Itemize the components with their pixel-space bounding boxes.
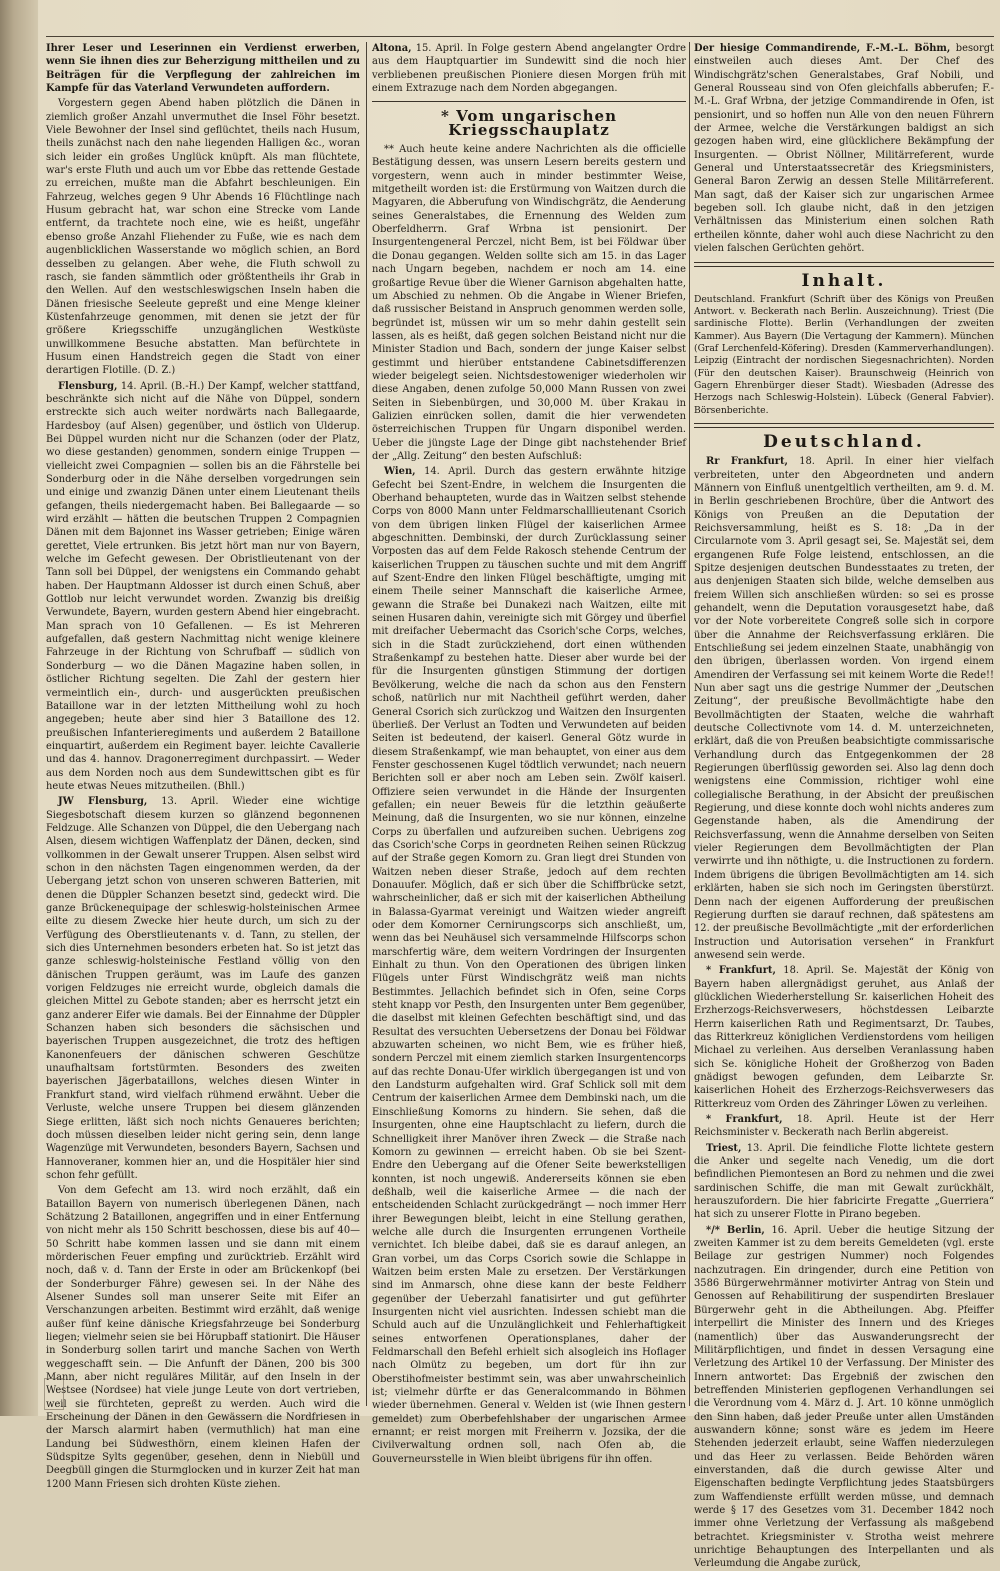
separator-double-rule	[694, 262, 994, 267]
dateline: Der hiesige Commandirende, F.-M.-L. Böhm,	[694, 43, 951, 54]
column-3	[694, 42, 995, 1570]
column-divider-1	[366, 42, 367, 1406]
appeal-paragraph: Ihrer Leser und Leserinnen ein Verdienst erwerben, wenn Sie ihnen dies zur Beherzigung mittheilen und zu Beiträgen für die Verpflegung der zahlreichen im Kampfe für das Vaterland Verwundeten auffordern.	[46, 43, 360, 95]
article-text: 13. April. Wieder eine wichtige Siegesbotschaft diesem kurzen so glänzend begonnenen Feldzuge. Alle Schanzen von Düppel, die den Uebergang nach Alsen, diesem wichtigen Waffenplatz der Dänen, decken, sind vollkommen in der Gewalt unserer Truppen. Alsen selbst wird schon in den nächsten Tagen eingenommen werden, da der Uebergang jetzt schon von unseren schweren Batterien, mit denen die Düppler Schanzen besetzt sind, gedeckt wird. Die ganze Brückenequipage der schleswig-holsteinischen Armee eilte zu diesem Zwecke hier heute durch, um sich zu der Verfügung des Oberstlieutenants v. d. Tann, zu stellen, der sich dies Unternehmen besonders erbeten hat. So ist jetzt das ganze schleswig-holsteinische Festland völlig von den dänischen Truppen geräumt, was im Laufe des ganzen vorigen Feldzuges nie erreicht wurde, obgleich damals die gleichen Mittel zu Gebote standen; aber es herrscht jetzt ein ganz anderer Eifer wie damals. Bei der Einnahme der Düppler Schanzen haben sich besonders die sächsischen und bayerischen Truppen ausgezeichnet, die trotz des heftigen Kanonenfeuers der dänischen schweren Geschütze unaufhaltsam fortstürmten. Besonders des zweiten bayerischen Jägerbataillons, welches diesen Winter in Frankfurt stand, wird vielfach rühmend erwähnt. Ueber die Verluste, welche unsere Truppen bei diesem glänzenden Siege erlitten, läßt sich noch nichts Genaueres berichten; doch müssen dieselben leider nicht gering sein, denn lange Wagenzüge mit Verwundeten, besonders Bayern, Sachsen und Hannoveraner, kommen hier an, und die Hospitäler hier sind schon fehr gefüllt.	[46, 796, 360, 1181]
article-text: 13. April. Die feindliche Flotte lichtete gestern die Anker und segelte nach Venedig, um die dort befindlichen Piemontesen an Bord zu nehmen und die zwei sardinischen Schiffe, die man mit Gewalt zurückhält, herauszufordern. Die hier fabricirte Fregatte „Guerriera“ hat sich zu unserer Flotte in Pirano begeben.	[694, 1142, 995, 1221]
dateline: Flensburg,	[58, 380, 118, 392]
dateline-paragraph	[694, 1113, 994, 1140]
dateline: * Frankfurt,	[706, 965, 776, 977]
dateline: Wien,	[384, 466, 416, 478]
article-text: 15. April. In Folge gestern Abend angelangter Ordre aus dem Hauptquartier im Sundewitt sind die noch hier verbliebenen preußischen Pioniere diesen Morgen früh mit einem Extrazuge nach dem Norden abgegangen.	[372, 43, 686, 95]
dateline-paragraph	[46, 795, 360, 1182]
article-paragraph: Von dem Gefecht am 13. wird noch erzählt, daß ein Bataillon Bayern von numerisch überlegenen Dänen, nach Schätzung 2 Bataillonen, angegriffen und in einer Entfernung von nicht mehr als 150 Schritt beschossen, diese bis auf 40—50 Schritt habe kommen lassen und sie dann mit einem mörderischen Feuer empfing und zurücktrieb. Erzählt wird noch, daß v. d. Tann der Erste in oder am Brückenkopf (bei der Sonderburger Fähre) gewesen sei. In der Nähe des Alsener Sundes soll man unserer Seite mit Eifer an Verschanzungen arbeiten. Bestimmt wird erzählt, daß wenige außer fünf keine dänische Kriegsfahrzeuge bei Sonderburg liegen; vielmehr seien sie bei Hörupbaff stationirt. Die Häuser in Sonderburg sollen tarirt und manche Sachen von Werth weggeschafft sein. — Die Anfunft der Dänen, 200 bis 300 Mann, aber nicht reguläres Militär, auf den Inseln in der Westsee (Nordsee) hat viele junge Leute von dort vertrieben, weil sie fürchteten, gepreßt zu werden. Auch wird die Erscheinung der Dänen in den Gewässern die Nordfriesen in der Marsch alarmirt haben (vermuthlich) hat man eine Landung bei Südwesthörn, einem kleinen Hafen der Südspitze Sylts gegenüber, gesehen, denn in Niebüll und Deegbüll gingen die Sturmglocken und in kurzer Zeit hat man 1200 Mann Friesen sich drohten Küste ziehen.	[46, 1185, 360, 1490]
top-rule	[46, 36, 994, 37]
dateline: JW Flensburg,	[58, 796, 148, 808]
dateline-paragraph	[694, 964, 994, 1111]
dateline-paragraph	[46, 380, 360, 794]
dateline-paragraph	[372, 42, 686, 95]
dateline: Triest,	[706, 1142, 742, 1154]
dateline-paragraph	[694, 455, 994, 962]
dateline-paragraph	[694, 1224, 994, 1571]
column-2	[372, 42, 686, 1465]
column-divider-2	[689, 42, 690, 1406]
article-paragraph: Vorgestern gegen Abend haben plötzlich die Dänen in ziemlich großer Anzahl unvermuthet die Insel Föhr besetzt. Viele Bewohner der Insel sind geflüchtet, theils nach Husum, theils zunächst nach den nahe liegenden Halligen &c., woran sich leider ein großes Unglück knüpft. Als man flüchtete, war's erste Fluth und auch um vor Ebbe das rettende Gestade zu erreichen, mußte man die Abfahrt beschleunigen. Ein Fahrzeug, welches gegen 9 Uhr Abends 16 Flüchtlinge nach Husum gebracht hat, war schon eine Strecke vom Lande entfernt, da trachtete noch eine, wie es heißt, ungefähr ebenso große Anzahl Fliehender zu Fuße, wie es nach dem augenblicklichen Wasserstande wo möglich schien, an Bord desselben zu gelangen. Aber wehe, die Fluth schwoll zu rasch, sie fanden sämmtlich oder größtentheils ihr Grab in den Wellen. Auf den westschleswigschen Inseln haben die Dänen friesische Seeleute gepreßt und eine Menge kleiner Küstenfahrzeuge genommen, mit denen sie jetzt der für größere Kriegsschiffe unzugänglichen Westküste unwillkommene Besuche abstatten. Man befürchtete in Husum einen Handstreich gegen die Stadt von einer derartigen Flotille. (D. Z.)	[46, 98, 360, 377]
article-text: besorgt einstweilen auch dieses Amt. Der Chef des Windischgrätz'schen Generalstabes, Graf Nobili, und General Rousseau sind von Ofen gleichfalls abberufen; F.-M.-L. Graf Wrbna, der jetzige Commandirende in Ofen, ist pensionirt, und so hoffen nun Alle von den neuen Führern der Armee, welche die Verstärkungen baldigst an sich gezogen haben wird, eine glücklichere Bekämpfung der Insurgenten. — Obrist Nöllner, Militärreferent, wurde General und Unterstaatssecretär des Kriegsministers, General Baron Zerwig an dessen Stelle Militärreferent. Man sagt, daß der Kaiser sich zur ungarischen Armee begeben soll. Ich glaube nicht, daß in den jetzigen Verhältnissen das Ministerium einen solchen Rath ertheilen könnte, daher wohl auch diese Nachricht zu den vielen falschen Gerüchten gehört.	[694, 43, 994, 255]
separator-double-rule	[694, 423, 994, 428]
article-text: 16. April. Ueber die heutige Sitzung der zweiten Kammer ist zu dem bereits Gemeldeten (vgl. erste Beilage zur gestrigen Nummer) noch Folgendes nachzutragen. Ein dringender, durch eine Petition von 3586 Bürgerwehrmänner motivirter Antrag von Stein und Genossen auf Rehabilitirung der suspendirten Breslauer Bürgerwehr geht in die Abtheilungen. Abg. Pfeiffer interpellirt die Minister des Innern und des Krieges (namentlich) über das Auswanderungsrecht der Militärpflichtigen, und findet in dessen Versagung eine Verletzung des Artikel 10 der Verfassung. Der Minister des Innern antwortet: Das Ergebniß der zwischen den betreffenden Ministerien gepflogenen Verhandlungen sei die Verordnung vom 4. März d. J. Art. 10 könne unmöglich den Sinn haben, daß jeder Preuße unter allen Umständen auswandern könne; sonst wäre es jedem im Heere Stehenden jederzeit erlaubt, seine Waffen niederzulegen und das Heer zu verlassen. Beide Behörden wären einverstanden, daß die durch gewisse Alter und Eigenschaften bedingte Verpflichtung jedes Staatsbürgers zum Waffendienste erfüllt werden müsse, und demnach werde § 17 des Gesetzes vom 31. December 1842 noch immer ohne Verletzung der Verfassung als maßgebend betrachtet. Kriegsminister v. Strotha weist mehrere unrichtige Behauptungen des Interpellanten und als Verleumdung die Angabe zurück,	[694, 1224, 995, 1570]
article-paragraph: ** Auch heute keine andere Nachrichten als die officielle Bestätigung dessen, was unsern Lesern bereits gestern und vorgestern, wenn auch in minder bestimmter Weise, mitgetheilt worden ist: die Erstürmung von Waitzen durch die Magyaren, die Abberufung von Windischgrätz, die Aenderung seines Generalstabes, die Ernennung des Welden zum Oberfeldherrn. Graf Wrbna ist pensionirt. Der Insurgentengeneral Perczel, nicht Bem, ist bei Földwar über die Donau gegangen. Welden sollte sich am 15. in das Lager nach Ungarn begeben, nachdem er noch am 14. eine großartige Revue über die Wiener Garnison abgehalten hatte, um Abschied zu nehmen. Ob die Angabe in Wiener Briefen, daß russischer Beistand in Anspruch genommen werden solle, begründet ist, müssen wir um so mehr dahin gestellt sein lassen, als es heißt, daß gegen solchen Beistand nicht nur die Minister Stadion und Bach, sondern der junge Kaiser selbst gestimmt und hierüber entstandene Cabinetsdifferenzen wieder beigelegt seien. Nichtsdestoweniger wiederholen wir diese Angaben, denen zufolge 50,000 Mann Russen von zwei Seiten in Siebenbürgen, und 30,000 M. über Krakau in Galizien einrücken sollen, damit die hier verwendeten österreichischen Truppen für Ungarn disponibel werden. Ueber die jüngste Lage der Dinge gibt nachstehender Brief der „Allg. Zeitung“ den besten Aufschluß:	[372, 144, 686, 462]
section-heading: * Vom ungarischen Kriegsschauplatz	[441, 107, 617, 139]
article-text: 18. April. Heute ist der Herr Reichsminister v. Beckerath nach Berlin abgereist.	[694, 1114, 994, 1139]
book-binding-edge	[0, 0, 38, 1416]
column-1	[46, 42, 360, 1490]
article-text: 18. April. Se. Majestät der König von Bayern haben allergnädigst geruhet, aus Anlaß der glücklichen Wiederherstellung Sr. kaiserlichen Hoheit des Erzherzogs-Reichsverwesers, höchstdessen Leibarzte Herrn kaiserlichen Rath und Regimentsarzt, Dr. Taubes, das Ritterkreuz königlichen Verdienstordens vom heiligen Michael zu verleihen. Aus derselben Veranlassung haben sich Se. königliche Hoheit der Großherzog von Baden gnädigst bewogen gefunden, dem Leibarzte Sr. kaiserlichen Hoheit des Erzherzogs-Reichsverwesers das Ritterkreuz vom Orden des Zähringer Löwen zu verleihen.	[694, 965, 994, 1110]
contents-heading: Inhalt.	[801, 270, 887, 291]
article-text: 14. April. (B.-H.) Der Kampf, welcher stattfand, beschränkte sich nicht auf die Nähe von Düppel, sondern erstreckte sich auch weiter nordwärts nach Ballegaarde, Hardesboy (auf Alsen) gegenüber, und östlich von Ulderup. Bei Düppel wurden nicht nur die Schanzen (oder der Platz, wo diese gestanden) genommen, sondern einige Truppen — vielleicht zwei Compagnien — sollen bis an die Fährstelle bei Sonderburg oder in die Nähe derselben vorgedrungen sein und einige und zwanzig Dänen unter einem Lieutenant theils gefangen, theils niedergemacht haben. Bei Ballegaarde — so wird erzählt — hätten die beutschen Truppen 2 Compagnien Dänen mit dem Bajonnet ins Wasser getrieben; Einige wären gerettet, Viele ertrunken. Bis jetzt hört man nur von Bayern, welche im Gefecht gewesen. Der Obristlieutenant von der Tann soll bei Düppel, der wenigstens ein Commando gehabt haben. Der Hauptmann Aldosser ist durch einen Schuß, aber Gottlob nur leicht verwundet worden. Zwanzig bis dreißig Verwundete, Bayern, wurden gestern Abend hier eingebracht. Man sprach von 10 Gefallenen. — Es ist Mehreren aufgefallen, daß gestern Nachmittag nicht wenige kleinere Fahrzeuge in der Richtung von Schrufbaff — südlich von Sonderburg — wo die Dänen Magazine haben sollen, in östlicher Richtung segelten. Die Zahl der gestern hier vermeintlich ein-, durch- und ausgerückten preußischen Bataillone war in der letzten Mittheilung wohl zu hoch angegeben; heute aber sind hier 3 Bataillone des 12. preußischen Infanterieregiments und außerdem 2 Bataillone einquartirt, außerdem ein Regiment bayer. leichte Cavallerie und das 4. hannov. Dragonerregiment durchpassirt. — Weder aus dem Norden noch aus dem Sundewittschen gibt es für heute etwas Neues mitzutheilen. (Bhll.)	[46, 380, 360, 792]
dateline: * Frankfurt,	[706, 1114, 783, 1125]
library-stamp-mark	[44, 1378, 64, 1410]
contents-list: Deutschland. Frankfurt (Schrift über des Königs von Preußen Antwort. v. Beckerath nach Berlin. Auszeichnung). Triest (Die sardinische Flotte). Berlin (Verhandlungen der zweiten Kammer). Aus Bayern (Die Vertagung der Kammern). München (Graf Lerchenfeld-Köfering). Dresden (Kammerverhandlungen). Leipzig (Eintracht der nordischen Siegesnachrichten). Norden (Für den deutschen Kaiser). Braunschweig (Heinrich von Gagern Ehrenbürger dieser Stadt). Wiesbaden (Adresse des Herzogs nach Schleswig-Holstein). Lübeck (General Fabvier). Börsenberichte.	[694, 293, 994, 416]
article-text: 14. April. Durch das gestern erwähnte hitzige Gefecht bei Szent-Endre, in welchem die Insurgenten die Oberhand behaupteten, wurde das in Waitzen selbst stehende Corps von 8000 Mann unter Feldmarschalllieutenant Csorich von dem übrigen linken Flügel der kaiserlichen Armee abgeschnitten. Dembinski, der durch Zurücklassung seiner Vorposten das auf dem Felde Rakosch stehende Centrum der kaiserlichen Truppen zu täuschen suchte und mit dem Angriff auf Szent-Endre den linken Flügel beschäftigte, umging mit einem Theile seiner Mannschaft die kaiserliche Armee, gewann die Straße bei Dunakezi nach Waitzen, eilte mit seinen Husaren dahin, vereinigte sich mit Görgey und überfiel mit dreifacher Uebermacht das Csorich'sche Corps, welches, sich in die Stadt zurückziehend, dort einen wüthenden Straßenkampf zu bestehen hatte. Dieser aber wurde bei der für die Insurgenten günstigen Stimmung der dortigen Bevölkerung, welche die nach da schon aus den Fenstern schoß, natürlich nur mit Nachtheil geführt werden, daher General Csorich sich zurückzog und Waitzen den Insurgenten überließ. Der Verlust an Todten und Verwundeten auf beiden Seiten ist bedeutend, der kaiserl. General Götz wurde in diesem Straßenkampf, wie man behauptet, von einer aus dem Fenster geschossenen Kugel tödtlich verwundet; nach neuern Berichten soll er aber noch am Leben sein. Zwölf kaiserl. Offiziere seien verwundet in die Hände der Insurgenten gefallen; ein neuer Beweis für die letzthin geäußerte Meinung, daß die Insurgenten, wo sie nur können, einzelne Corps zu überfallen und aufzureiben suchen. Uebrigens zog das Csorich'sche Corps in geordneten Reihen seinen Rückzug auf der Straße gegen Komorn zu. Gran liegt drei Stunden von Waitzen neben dieser Straße, jedoch auf dem rechten Donauufer. Möglich, daß er sich über die Schiffbrücke setzt, wahrscheinlicher, daß er sich mit der kaiserlichen Abtheilung in Balassa-Gyarmat vereinigt und Waitzen wieder angreift oder dem Komorner Cernirungscorps sich anschließt, um, wenn das bei Neuhäusel sich versammelnde Hilfscorps schon marschfertig wäre, dem weitern Vordringen der Insurgenten Einhalt zu thun. Von den Operationen des übrigen linken Flügels unter Fürst Windischgrätz weiß man nichts Bestimmtes. Jellachich befindet sich in Ofen, seine Corps steht knapp vor Pesth, den Insurgenten unter Bem gegenüber, die daselbst mit kleinen Gefechten beschäftigt sind, und das Resultat des versuchten Uebersetzens der Donau bei Földwar abzuwarten scheinen, wo nicht Bem, wie es früher hieß, sondern Perczel mit einem ziemlich starken Insurgentencorps auf das rechte Donau-Ufer wirklich übergegangen ist und von den Landsturm aufgehalten wird. Graf Schlick soll mit dem Centrum der kaiserlichen Armee dem Dembinski nach, um die Einschließung Komorns zu hindern. Sie sehen, daß die Insurgenten, ohne eine Hauptschlacht zu liefern, durch die Schnelligkeit ihrer Manöver ihren Zweck — die Straße nach Komorn zu gewinnen — erreicht haben. Ob sie bei Szent-Endre den Uebergang auf die Ofener Seite bewerkstelligen konnten, ist noch ungewiß. Andererseits können sie eben deßhalb, weil die kaiserliche Armee — die nach der entscheidenden Schlacht zurückgedrängt — noch immer Herr ihrer Bewegungen bleibt, leicht in eine Stellung gerathen, welche alle durch die Insurgenten errungenen Vortheile vernichtet. Ich bleibe dabei, daß sie es darauf anlegen, an Gran vorbei, um das Corps Csorich sowie die Schlappe in Waitzen beim ersten Male zu ersetzen. Der Verstärkungen sind im Anmarsch, ohne diese kann der beste Feldherr gegenüber der Ueberzahl fanatisirter und gut geführter Insurgenten nicht viel ausrichten. Indessen schiebt man die Schuld auch auf die Unzulänglichkeit und Fehlerhaftigkeit seines entworfenen Operationsplanes, daher der Feldmarschall den Befehl erhielt sich alsogleich ins Hoflager nach Olmütz zu begeben, um dort für ihn zur Oberstihofmeister bestimmt sein, was aber unwahrscheinlich ist; vielmehr dürfte er das Generalcommando in Böhmen wieder übernehmen. General v. Welden ist (wie Ihnen gestern gemeldet) zum Oberbefehlshaber der ungarischen Armee ernannt; er reist morgen mit Freiherrn v. Jozsika, der die Civilverwaltung ordnen soll, nach Ofen ab, die Gouverneursstelle in Wien bleibt übrigens für ihn offen.	[372, 466, 686, 1465]
dateline: Altona,	[372, 43, 412, 54]
dateline-paragraph	[694, 1142, 994, 1222]
section-heading-deutschland: Deutschland.	[763, 431, 925, 452]
dateline-paragraph	[372, 465, 686, 1466]
article-text: 18. April. In einer hier vielfach verbreiteten, unter den Abgeordneten und andern Männern von Einfluß unentgeltlich vertheilten, am 9. d. M. in Berlin geschriebenen Brochüre, über die Antwort des Königs von Preußen an die Deputation der Reichsversammlung, heißt es S. 18: „Da in der Circularnote vom 3. April gesagt sei, Se. Majestät sei, dem ergangenen Rufe Folge leistend, entschlossen, an die Spitze desjenigen deutschen Bundesstaates zu treten, der aus denjenigen Staaten sich bilde, welche demselben aus freiem Willen sich anschließen würden: so sei es prosse gehandelt, wenn die Deputation vorausgesetzt habe, daß vor der Note vorbereitete Congreß solle sich in corpore über die Annahme der Reichsverfassung erklären. Die Entschließung sei jedem einzelnen Staate, unabhängig von den übrigen, überlassen worden. Von irgend einem Amendiren der Verfassung sei mit keinem Worte die Rede!! Nun aber sagt uns die gestrige Nummer der „Deutschen Zeitung“, der preußische Bevollmächtigte habe den Bevollmächtigten der Staaten, welche die wahrhaft deutsche Collectivnote vom 14. d. M. unterzeichneten, erklärt, daß die von Preußen beabsichtigte commissarische Verhandlung durch das Entgegenkommen der 28 Regierungen überflüssig geworden sei. Also lag denn doch wenigstens eine Commission, richtiger wohl eine collegialische Berathung, in der Absicht der preußischen Regierung, und diese konnte doch wohl nichts anderes zum Gegenstande haben, als die Amendirung der Reichsverfassung, wenn die Annahme derselben von Seiten vieler Regierungen dem Bevollmächtigten der Plan verwirrte und ihn nöthigte, u. die Instructionen zu fordern. Indem übrigens die übrigen Bevollmächtigten am 14. sich erklärten, haben sie sich noch im Geringsten überstürzt. Denn nach der eigenen Aufforderung der preußischen Regierung durften sie darauf rechnen, daß spätestens am 12. der preußische Bevollmächtigte „mit der erforderlichen Instruction und Autorisation versehen“ in Frankfurt anwesend sein werde.	[694, 456, 994, 961]
dateline: Rr Frankfurt,	[706, 456, 788, 468]
separator-rule	[372, 101, 686, 102]
dateline-paragraph	[694, 42, 994, 256]
dateline: */* Berlin,	[706, 1224, 765, 1236]
